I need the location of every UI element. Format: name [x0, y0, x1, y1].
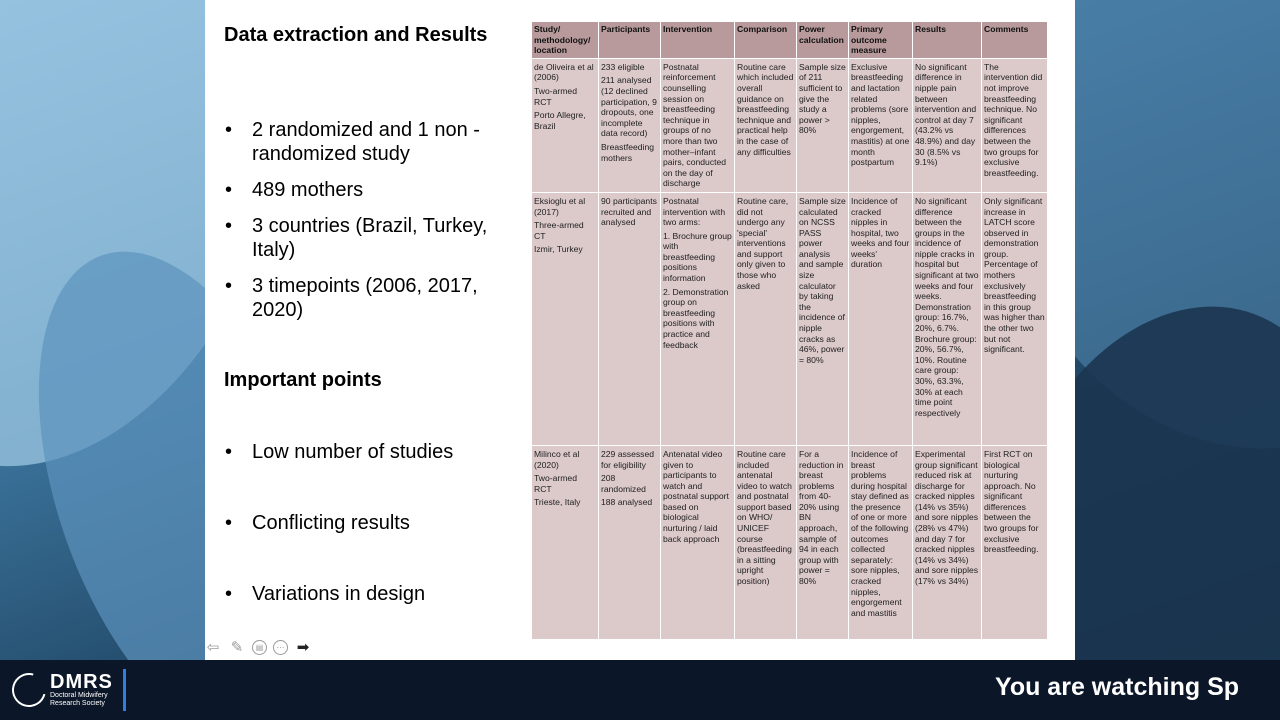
table-cell: For a reduction in breast problems from 40-20% using BN approach, sample of 94 in each group with power = 80%	[797, 445, 849, 639]
table-cell: Incidence of cracked nipples in hospital, two weeks and four weeks' duration	[849, 192, 913, 445]
table-cell: Exclusive breastfeeding and lactation related problems (sore nipples, engorgement, mastitis) at one month postpartum	[849, 58, 913, 192]
table-cell: Incidence of breast problems during hospital stay defined as the presence of one or more of the following outcomes collected separately: sore nipples, cracked nipples, engorgement and mastitis	[849, 445, 913, 639]
column-header: Intervention	[661, 22, 735, 59]
table-cell: Routine care which included overall guidance on breastfeeding technique and practical help in the case of any difficulties	[735, 58, 797, 192]
slideshow-toolbar	[204, 636, 312, 658]
list-item: • Variations in design	[225, 582, 525, 606]
slide-title: Data extraction and Results	[224, 24, 488, 46]
table-cell: Postnatal reinforcement counselling session on breastfeeding technique in groups of no more than two mother–infant pairs, conducted on the day of discharge	[661, 58, 735, 192]
studies-table	[531, 21, 1048, 640]
column-header: Comments	[982, 22, 1048, 59]
table-header-row	[532, 22, 1048, 59]
table-cell: Antenatal video given to participants to watch and postnatal support based on biological nurturing / laid back approach	[661, 445, 735, 639]
list-item: • 2 randomized and 1 non -randomized study	[225, 118, 505, 166]
table-row	[532, 192, 1048, 445]
table-cell: Sample size calculated on NCSS PASS power analysis and sample size calculator by taking the incidence of nipple cracks as 46%, power = 80%	[797, 192, 849, 445]
table-cell: Only significant increase in LATCH score observed in demonstration group. Percentage of mothers exclusively breastfeeding in this group was higher than the other two but not significant.	[982, 192, 1048, 445]
table-cell: Eksioglu et al (2017) Three-armed CT Izmir, Turkey	[532, 192, 599, 445]
important-points-heading: Important points	[224, 369, 382, 391]
list-item: • Conflicting results	[225, 511, 525, 535]
dmrs-logo	[12, 668, 126, 712]
table-cell: First RCT on biological nurturing approach. No significant differences between the two groups for exclusive breastfeeding.	[982, 445, 1048, 639]
arrow-right-icon[interactable]: ➡	[296, 639, 310, 656]
list-item: • 3 countries (Brazil, Turkey, Italy)	[225, 214, 505, 262]
table-cell: 229 assessed for eligibility 208 randomized 188 analysed	[599, 445, 661, 639]
table-cell: Routine care included antenatal video to watch and postnatal support based on WHO/ UNICEF course (breastfeeding in a sitting upright position)	[735, 445, 797, 639]
table-cell: Postnatal intervention with two arms: 1. Brochure group with breastfeeding positions information 2. Demonstration group on breastfeeding positions with practice and feedback	[661, 192, 735, 445]
logo-subtitle: Doctoral Midwifery	[50, 692, 108, 699]
column-header: Comparison	[735, 22, 797, 59]
column-header: Study/ methodology/ location	[532, 22, 599, 59]
logo-name: DMRS	[50, 671, 113, 693]
table-row	[532, 445, 1048, 639]
table-cell: Sample size of 211 sufficient to give the study a power > 80%	[797, 58, 849, 192]
column-header: Primary outcome measure	[849, 22, 913, 59]
more-icon[interactable]: ⋯	[273, 640, 288, 655]
logo-mark-icon	[6, 667, 52, 713]
list-item: • 489 mothers	[225, 178, 505, 202]
table-cell: de Oliveira et al (2006) Two-armed RCT Porto Allegre, Brazil	[532, 58, 599, 192]
list-item: • Low number of studies	[225, 440, 525, 464]
presentation-slide	[205, 0, 1075, 660]
table-cell: 90 participants recruited and analysed	[599, 192, 661, 445]
table-cell: No significant difference between the groups in the incidence of nipple cracks in hospital but significant at two weeks and four weeks. Demonstration group: 16.7%, 20%, 6.7%. Brochure group: 20%, 56.7%, 10%. Routine care group: 30%, 63.3%, 30% at each time point respectively	[913, 192, 982, 445]
results-bullet-list	[225, 118, 505, 334]
column-header: Results	[913, 22, 982, 59]
column-header: Power calculation	[797, 22, 849, 59]
arrow-left-icon[interactable]: ⇦	[206, 639, 220, 656]
list-item: • 3 timepoints (2006, 2017, 2020)	[225, 274, 505, 322]
table-row	[532, 58, 1048, 192]
logo-subtitle: Research Society	[50, 700, 105, 707]
table-cell: The intervention did not improve breastfeeding technique. No significant differences between the two groups for exclusive breastfeeding.	[982, 58, 1048, 192]
column-header: Participants	[599, 22, 661, 59]
table-cell: Milinco et al (2020) Two-armed RCT Trieste, Italy	[532, 445, 599, 639]
ticker-text: You are watching Sp	[995, 673, 1240, 701]
important-points-list	[225, 440, 525, 653]
table-cell: Routine care, did not undergo any 'special' interventions and support only given to those who asked	[735, 192, 797, 445]
table-cell: No significant difference in nipple pain between intervention and control at day 7 (43.2% vs 48.9%) and day 30 (8.5% vs 9.1%)	[913, 58, 982, 192]
subtitles-icon[interactable]: ▤	[252, 640, 267, 655]
table-cell: 233 eligible 211 analysed (12 declined participation, 9 dropouts, one incomplete data record) Breastfeeding mothers	[599, 58, 661, 192]
pen-icon[interactable]: ✎	[230, 639, 244, 656]
logo-divider	[123, 669, 126, 711]
table-cell: Experimental group significant reduced risk at discharge for cracked nipples (14% vs 35%) and sore nipples (28% vs 47%) and day 7 for cracked nipples (14% vs 34%) and sore nipples (17% vs 34%)	[913, 445, 982, 639]
